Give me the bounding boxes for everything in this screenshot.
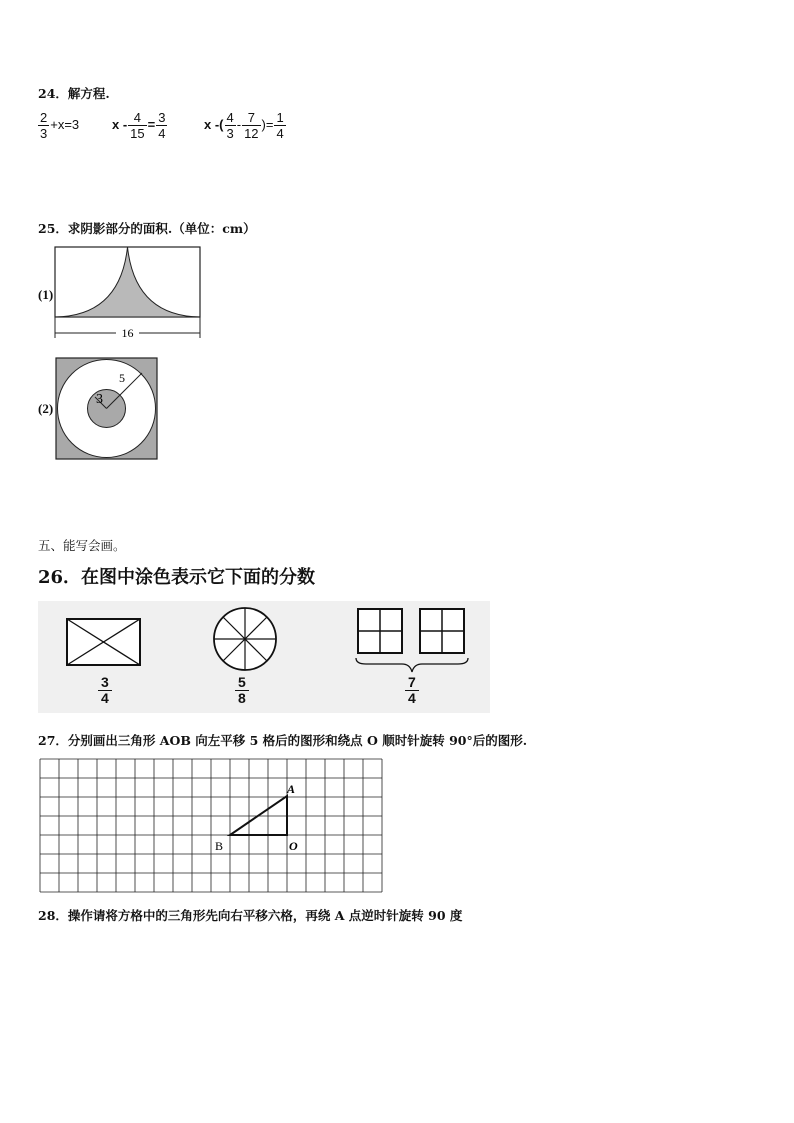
outer-radius-label: 5 bbox=[119, 371, 125, 385]
q26-title: 26．在图中涂色表示它下面的分数 bbox=[38, 567, 316, 588]
inner-radius-label: 3 bbox=[96, 392, 103, 407]
fraction: $\frac{2}{3}$ bbox=[40, 110, 48, 141]
point-o-label: O bbox=[289, 839, 298, 853]
two-squares-four-parts bbox=[354, 606, 470, 674]
figure-1-shaded-cusp bbox=[50, 244, 205, 344]
figure-1-label: (1) bbox=[38, 287, 54, 302]
section-5-title: 五、能写会画。 bbox=[38, 538, 126, 553]
q27-grid bbox=[38, 758, 383, 893]
fraction-three-quarters: 3 4 bbox=[98, 675, 112, 706]
fraction-seven-quarters: 7 4 bbox=[405, 675, 419, 706]
fraction: $\frac{4}{15}$ bbox=[130, 110, 145, 141]
fraction: $\frac{3}{4}$ bbox=[158, 110, 166, 141]
q24-equation-2: x - $\frac{4}{15}$ = $\frac{3}{4}$ bbox=[112, 110, 166, 141]
q28-title: 28．操作请将方格中的三角形先向右平移六格，再绕 A 点逆时针旋转 90 度 bbox=[38, 908, 463, 923]
point-b-label: B bbox=[215, 839, 224, 853]
q24-equation-3: x -( $\frac{4}{3}$ - $\frac{7}{12}$ )= $\frac{1}{4}$ bbox=[204, 110, 284, 141]
point-a-label: A bbox=[287, 782, 296, 796]
q25-title: 25．求阴影部分的面积.（单位：cm） bbox=[38, 221, 256, 236]
q24-title: 24．解方程. bbox=[38, 86, 110, 101]
rectangle-four-parts bbox=[66, 617, 142, 669]
triangle-aob bbox=[230, 796, 287, 835]
q26-figure-panel bbox=[38, 601, 490, 713]
q24-equation-1: $\frac{2}{3}$ +x=3 bbox=[40, 110, 80, 141]
fraction-five-eighths: 5 8 bbox=[235, 675, 249, 706]
circle-eight-parts bbox=[212, 606, 278, 672]
dimension-16: 16 bbox=[121, 326, 134, 340]
fraction: $\frac{4}{3}$ bbox=[226, 110, 234, 141]
grid-lines bbox=[40, 759, 382, 892]
fraction: $\frac{7}{12}$ bbox=[244, 110, 259, 141]
figure-2-ring bbox=[55, 357, 159, 461]
fraction: $\frac{1}{4}$ bbox=[276, 110, 284, 141]
q27-title: 27．分别画出三角形 AOB 向左平移 5 格后的图形和绕点 O 顺时针旋转 90°后的图形. bbox=[38, 733, 528, 748]
figure-2-label: (2) bbox=[38, 401, 54, 416]
